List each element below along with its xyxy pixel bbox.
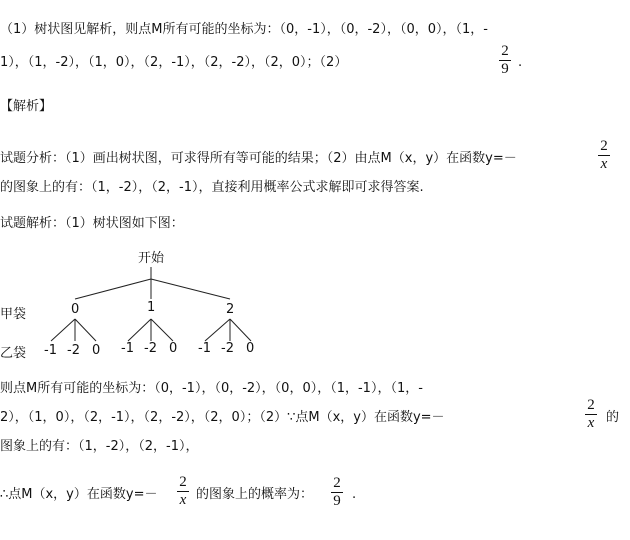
fraction-denominator: x [179,492,187,508]
fraction-numerator: 2 [600,138,608,154]
fraction-numerator: 2 [587,397,595,413]
solution-line-4: ∴点M（x，y）在函数y=－ [0,487,158,502]
tree-leaf: 0 [169,341,178,356]
solution-line-1: 则点M所有可能的坐标为：（0，-1），（0，-2），（0，0），（1，-1），（1，- [0,381,423,396]
tree-node-l1: 1 [147,300,156,315]
solution-line-4-mid: 的图象上的概率为： [196,487,314,502]
tree-leaf: -1 [198,341,211,356]
solution-probability-fraction [330,476,344,509]
tree-leaf: 0 [246,341,255,356]
solution-fraction-2 [176,475,190,508]
tree-node-l1: 2 [226,302,235,317]
answer-probability-fraction [498,44,512,77]
tree-bag2-label: 乙袋 [0,346,27,361]
analysis-fraction [597,139,611,172]
fraction-denominator: x [600,156,608,172]
solution-line-3: 图象上的有：（1，-2），（2，-1）， [0,439,199,454]
fraction-numerator: 2 [333,475,341,491]
analysis-heading: 【解析】 [0,99,53,114]
tree-node-l1: 0 [71,302,80,317]
analysis-line-1: 试题分析：（1）画出树状图，可求得所有等可能的结果；（2）由点M（x，y）在函数y=－ [0,151,517,166]
fraction-numerator: 2 [179,474,187,490]
solution-intro: 试题解析：（1）树状图如下图： [0,216,184,231]
tree-leaf: -2 [144,341,157,356]
fraction-denominator: 9 [333,493,341,509]
fraction-numerator: 2 [501,43,509,59]
tree-leaf: -1 [44,343,57,358]
tree-bag1-label: 甲袋 [0,307,27,322]
answer-line-2: 1），（1，-2），（1，0），（2，-1），（2，-2），（2，0）；（2） [0,55,348,70]
solution-line-4-end: . [352,487,357,502]
solution-fraction-1 [584,398,598,431]
tree-root-label: 开始 [138,251,165,266]
answer-line-1: （1）树状图见解析，则点M所有可能的坐标为：（0，-1），（0，-2），（0，0），（1，- [0,22,488,37]
tree-leaf: 0 [92,343,101,358]
tree-leaf: -2 [67,343,80,358]
solution-line-2: 2），（1，0），（2，-1），（2，-2），（2，0）；（2）∵点M（x，y）在函数y=－ [0,410,445,425]
fraction-denominator: x [587,415,595,431]
tree-leaf: -2 [221,341,234,356]
fraction-denominator: 9 [501,61,509,77]
answer-line-2-end: . [518,55,523,70]
solution-line-2-end: 的 [606,410,620,425]
tree-leaf: -1 [121,341,134,356]
analysis-line-2: 的图象上的有：（1，-2），（2，-1），直接利用概率公式求解即可求得答案. [0,180,424,195]
